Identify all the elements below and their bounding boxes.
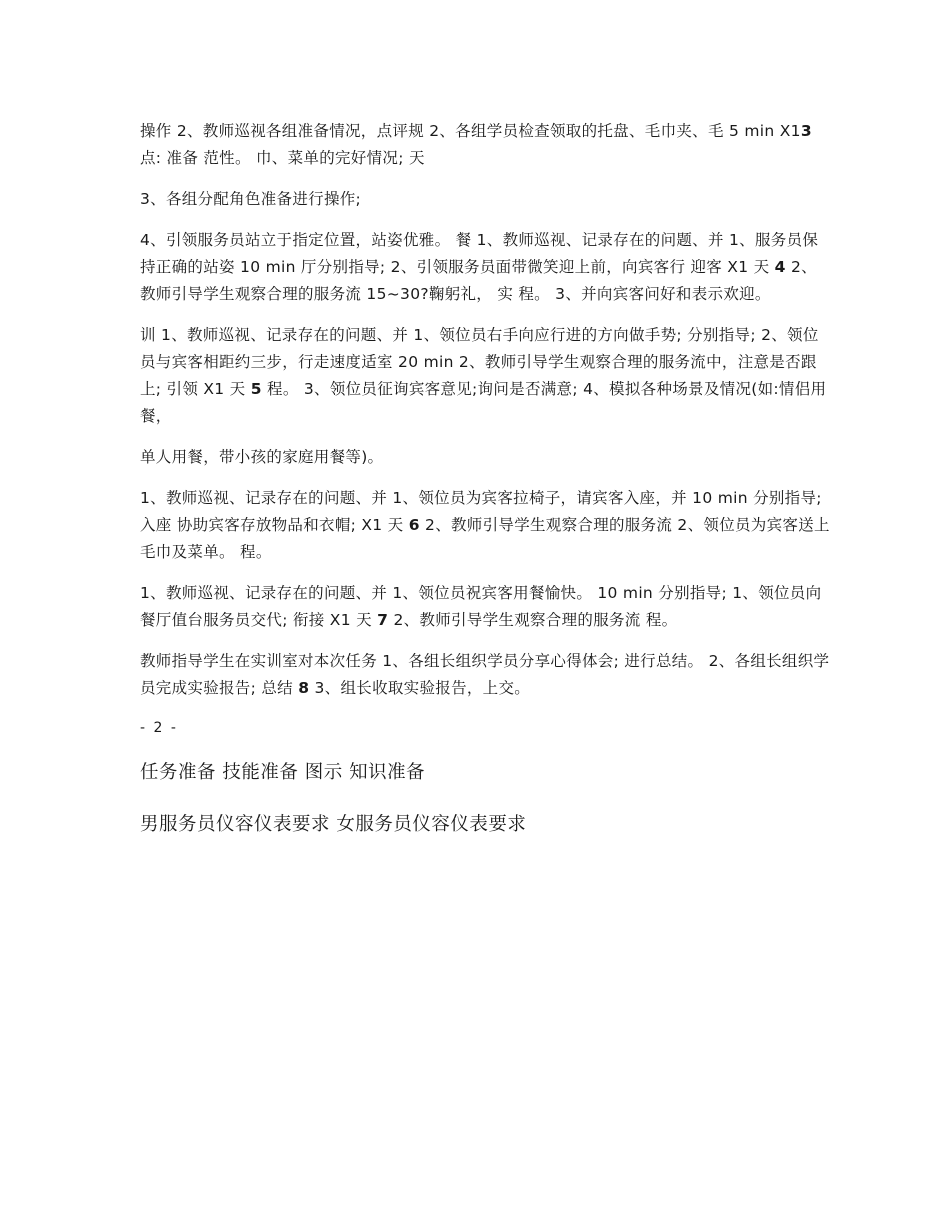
step-number: 7: [377, 611, 389, 629]
text-run: 2、教师引导学生观察合理的服务流 15~30?鞠躬礼， 实 程。 3、并向宾客问好和表示欢迎。: [140, 258, 817, 303]
text-run: 教师指导学生在实训室对本次任务 1、各组长组织学员分享心得体会; 进行总结。 2、各组长组织学员完成实验报告; 总结: [140, 652, 830, 697]
step-number: 3: [800, 122, 812, 140]
text-run: 1、教师巡视、记录存在的问题、并 1、领位员为宾客拉椅子，请宾客入座，并 10 min 分别指导; 入座 协助宾客存放物品和衣帽; X1 天: [140, 489, 822, 534]
step-number: 5: [250, 380, 262, 398]
step-number: 6: [408, 516, 420, 534]
paragraph-step-7: [140, 580, 830, 634]
text-run: 训 1、教师巡视、记录存在的问题、并 1、领位员右手向应行进的方向做手势; 分别指导; 2、领位员与宾客相距约三步，行走速度适室 20 min 2、教师引导学生观察合理的服务流中，注意是否跟上; 引领 X1 天: [140, 326, 819, 398]
text-run: 3、组长收取实验报告，上交。: [309, 679, 531, 697]
text-run: 3、各组分配角色准备进行操作;: [140, 190, 362, 208]
paragraph-step-3: [140, 118, 830, 172]
section-heading-task-preparation: 任务准备 技能准备 图示 知识准备: [140, 762, 426, 783]
text-run: 程。 3、领位员征询宾客意见;询问是否满意; 4、模拟各种场景及情况(如:情侣用餐，: [140, 380, 827, 425]
document-page: [140, 118, 830, 862]
text-run: 点: 准备 范性。 巾、菜单的完好情况; 天: [140, 149, 425, 167]
page-number: - 2 -: [140, 720, 178, 736]
text-run: 2、教师引导学生观察合理的服务流 程。: [388, 611, 678, 629]
text-run: 单人用餐，带小孩的家庭用餐等)。: [140, 448, 384, 466]
step-number: 8: [298, 679, 310, 697]
paragraph-assign-roles: [140, 186, 830, 213]
text-run: 1、教师巡视、记录存在的问题、并 1、领位员祝宾客用餐愉快。 10 min 分别指导; 1、领位员向餐厅值台服务员交代; 衔接 X1 天: [140, 584, 822, 629]
paragraph-step-4: [140, 227, 830, 308]
paragraph-dining-scenarios: [140, 444, 830, 471]
step-number: 4: [774, 258, 786, 276]
text-run: 操作 2、教师巡视各组准备情况，点评规 2、各组学员检查领取的托盘、毛巾夹、毛 5 min X1: [140, 122, 801, 140]
text-run: 2、教师引导学生观察合理的服务流 2、领位员为宾客送上毛巾及菜单。 程。: [140, 516, 830, 561]
paragraph-step-8: [140, 648, 830, 702]
paragraph-step-5: [140, 322, 830, 430]
paragraph-step-6: [140, 485, 830, 566]
section-heading-grooming-requirements: 男服务员仪容仪表要求 女服务员仪容仪表要求: [140, 814, 527, 835]
text-run: 4、引领服务员站立于指定位置，站姿优雅。 餐 1、教师巡视、记录存在的问题、并 1、服务员保持正确的站姿 10 min 厅分别指导; 2、引领服务员面带微笑迎上前，向宾客行 迎客 X1 天: [140, 231, 819, 276]
